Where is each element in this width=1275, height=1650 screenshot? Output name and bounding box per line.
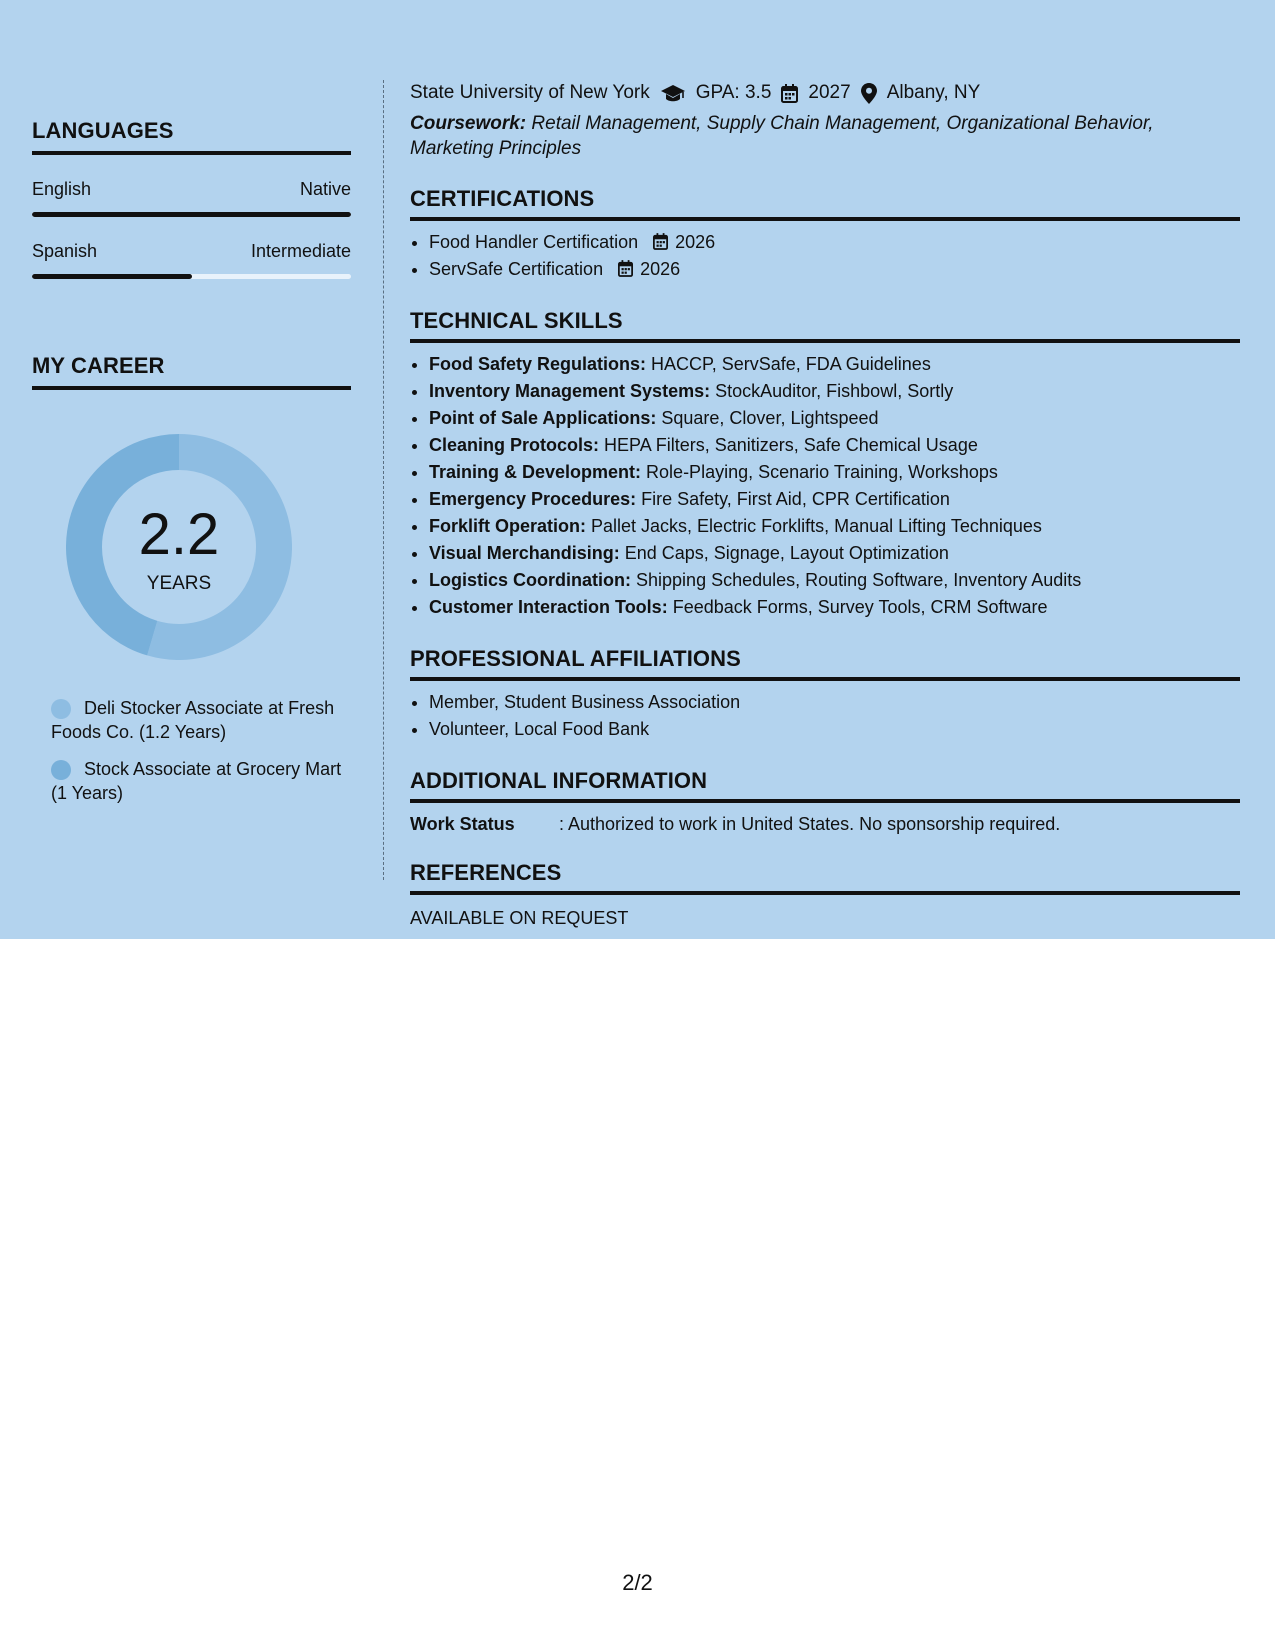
affiliation-item: • Member, Student Business Association [429,689,1240,716]
work-status-value: : Authorized to work in United States. No sponsorship required. [559,814,1061,834]
skill-value: Square, Clover, Lightspeed [661,408,879,428]
skill-label: Inventory Management Systems: [429,381,711,401]
career-legend-label: Deli Stocker Associate at Fresh Foods Co. (1.2 Years) [51,698,335,742]
skill-item [429,567,1240,594]
language-level: Intermediate [250,241,351,261]
affiliation-item: • Volunteer, Local Food Bank [429,716,1240,743]
skill-label: Customer Interaction Tools: [429,597,668,617]
skill-value: Pallet Jacks, Electric Forklifts, Manual Lifting Techniques [591,516,1042,536]
skill-item [429,459,1240,486]
career-legend-label: Stock Associate at Grocery Mart (1 Years) [51,759,342,803]
language-proficiency-bar [32,274,351,279]
language-proficiency-bar [32,212,351,217]
skill-item [429,594,1240,621]
school-location: Albany, NY [886,82,981,103]
skill-item [429,513,1240,540]
career-total-unit: YEARS [146,573,212,594]
affiliations-title: PROFESSIONAL AFFILIATIONS [410,646,1240,681]
skills-list [410,351,1240,621]
right-column [410,80,1240,929]
skill-value: End Caps, Signage, Layout Optimization [624,543,949,563]
location-pin-icon [861,83,877,104]
column-divider [383,80,384,880]
skill-value: Shipping Schedules, Routing Software, Inventory Audits [636,570,1082,590]
career-donut-chart [66,434,292,660]
coursework-label: Coursework: [410,113,527,134]
career-legend-item [51,757,351,805]
skill-label: Emergency Procedures: [429,489,637,509]
calendar-icon [618,260,633,277]
language-item [32,179,351,217]
skill-item [429,378,1240,405]
skill-value: Fire Safety, First Aid, CPR Certification [641,489,950,509]
references-title: REFERENCES [410,860,1240,895]
skill-item [429,351,1240,378]
skill-label: Training & Development: [429,462,642,482]
additional-info-title: ADDITIONAL INFORMATION [410,768,1240,803]
skill-item [429,540,1240,567]
languages-title: LANGUAGES [32,118,351,155]
graduation-cap-icon [660,83,686,103]
skill-value: StockAuditor, Fishbowl, Sortly [715,381,954,401]
language-level: Native [299,179,351,199]
calendar-icon [781,84,798,103]
skill-item [429,432,1240,459]
affiliations-list [410,689,1240,743]
graduation-year: 2027 [808,82,851,103]
skill-value: HEPA Filters, Sanitizers, Safe Chemical Usage [604,435,978,455]
language-proficiency-fill [32,274,192,279]
work-status-row [410,814,1240,835]
skill-value: Role-Playing, Scenario Training, Workshops [646,462,998,482]
skill-label: Cleaning Protocols: [429,435,600,455]
school-name: State University of New York [410,82,650,103]
legend-dot-icon [51,760,71,780]
coursework [410,111,1240,161]
left-column [32,118,351,818]
certification-year: 2026 [640,259,681,279]
skill-item [429,405,1240,432]
certifications-list [410,229,1240,283]
career-legend-item [51,696,351,744]
language-proficiency-fill [32,212,351,217]
page-number: 2/2 [622,1570,653,1595]
skill-value: HACCP, ServSafe, FDA Guidelines [651,354,931,374]
skill-label: Forklift Operation: [429,516,586,536]
references-text: AVAILABLE ON REQUEST [410,908,629,928]
career-total-years: 2.2 [138,502,220,567]
skill-label: Visual Merchandising: [429,543,620,563]
language-item [32,241,351,279]
career-title: MY CAREER [32,353,351,390]
skill-label: Food Safety Regulations: [429,354,647,374]
skill-label: Point of Sale Applications: [429,408,657,428]
certification-name: ServSafe Certification [429,259,604,279]
coursework-list: Retail Management, Supply Chain Management, Organizational Behavior, Marketing Principles [410,113,1154,159]
skill-label: Logistics Coordination: [429,570,631,590]
gpa: GPA: 3.5 [695,82,772,103]
certification-year: 2026 [675,232,716,252]
work-status-key: Work Status [410,814,515,834]
education-line [410,80,1240,106]
language-name: Spanish [32,241,98,261]
certification-name: Food Handler Certification [429,232,639,252]
legend-dot-icon [51,699,71,719]
skill-item [429,486,1240,513]
skills-title: TECHNICAL SKILLS [410,308,1240,343]
calendar-icon [653,233,668,250]
career-legend [51,696,351,805]
skill-value: Feedback Forms, Survey Tools, CRM Software [672,597,1048,617]
certification-item [429,229,1240,256]
language-name: English [32,179,92,199]
certification-item [429,256,1240,283]
certifications-title: CERTIFICATIONS [410,186,1240,221]
